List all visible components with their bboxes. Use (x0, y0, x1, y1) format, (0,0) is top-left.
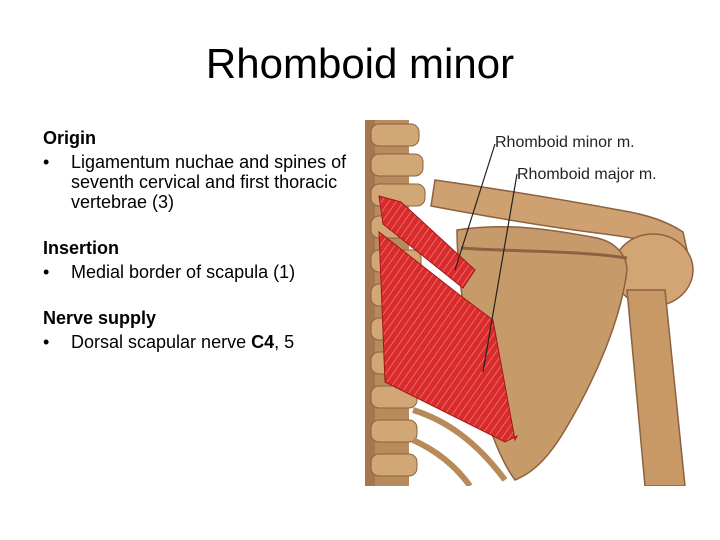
label-rhomboid-minor: Rhomboid minor m. (495, 134, 635, 151)
insertion-heading: Insertion (43, 238, 120, 258)
insertion-section (43, 238, 363, 282)
bullet-dot: • (43, 332, 50, 352)
nerve-text-bold: C4 (251, 332, 275, 352)
bullet-dot: • (43, 152, 50, 172)
nerve-text (71, 332, 363, 352)
nerve-text-post: , 5 (274, 332, 295, 352)
origin-text: Ligamentum nuchae and spines of seventh cervical and first thoracic vertebrae (3) (71, 152, 347, 212)
slide-title: Rhomboid minor (205, 40, 515, 87)
insertion-bullet (43, 262, 363, 282)
nerve-section (43, 308, 363, 352)
insertion-text: Medial border of scapula (1) (71, 262, 296, 282)
bullet-dot: • (43, 262, 50, 282)
origin-section (43, 128, 363, 212)
label-rhomboid-major: Rhomboid major m. (517, 166, 657, 183)
slide-content (43, 128, 363, 378)
nerve-text-pre: Dorsal scapular nerve (71, 332, 252, 352)
nerve-bullet (43, 332, 363, 352)
rhomboid-anatomy-figure (365, 120, 700, 486)
origin-bullet (43, 152, 363, 212)
nerve-heading: Nerve supply (43, 308, 157, 328)
origin-heading: Origin (43, 128, 96, 148)
